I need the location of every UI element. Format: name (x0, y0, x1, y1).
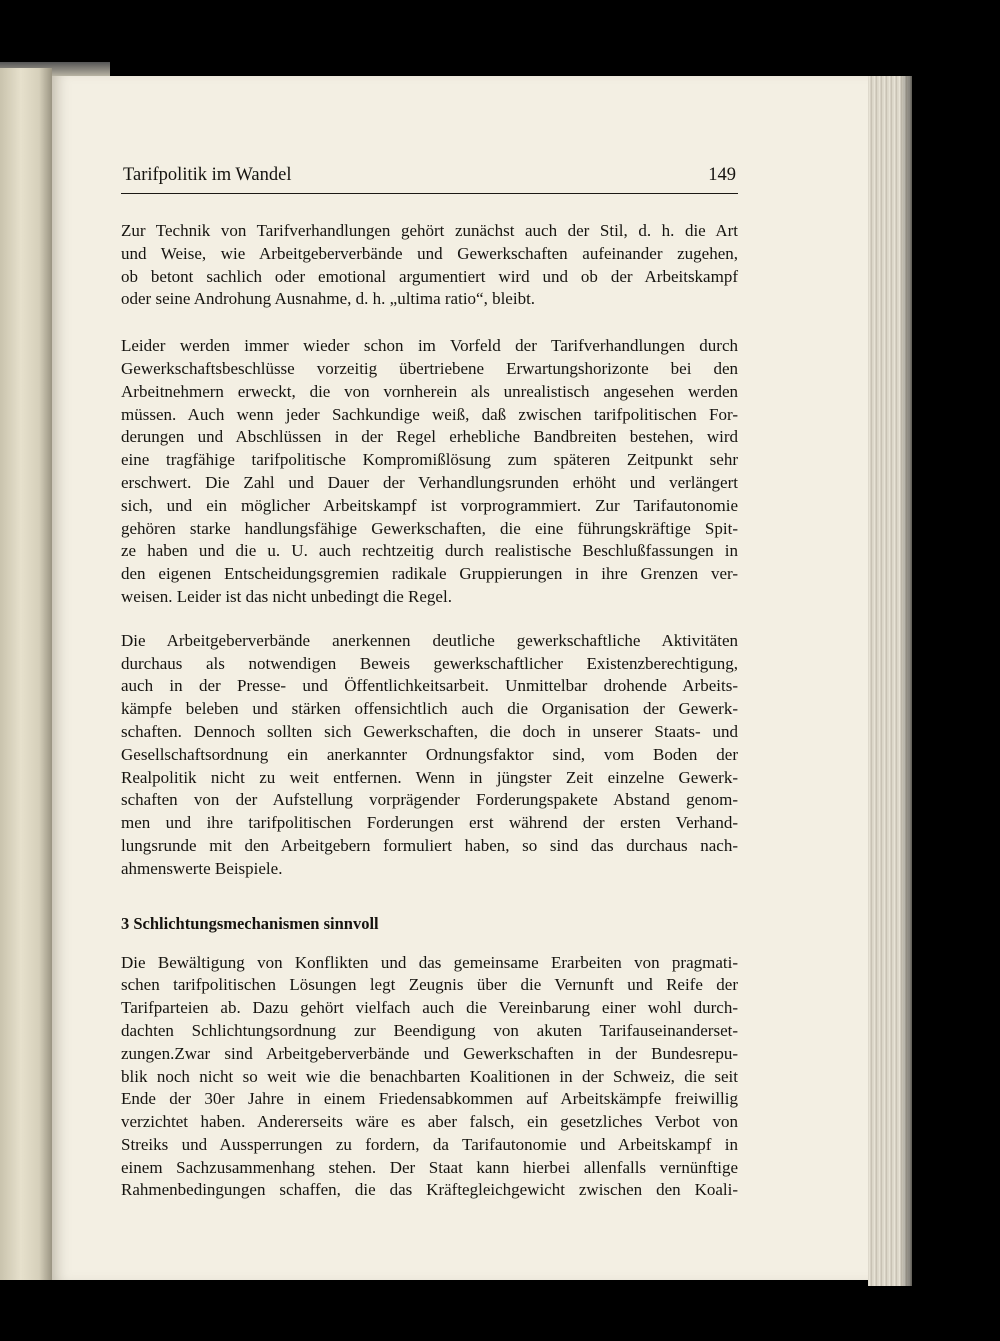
text-line: derungen und Abschlüssen in der Regel erhebliche Bandbreiten bestehen, wird (121, 427, 738, 447)
text-line: auch in der Presse- und Öffentlichkeitsarbeit. Unmittelbar drohende Arbeits- (121, 676, 738, 696)
text-line: einem Sachzusammenhang stehen. Der Staat kann hierbei allenfalls vernünftige (121, 1157, 738, 1177)
text-line: Gewerkschaftsbeschlüsse vorzeitig übertriebene Erwartungshorizonte bei den (121, 358, 738, 378)
section-heading: 3 Schlichtungsmechanismen sinnvoll (121, 913, 379, 933)
text-line: Die Bewältigung von Konflikten und das gemeinsame Erarbeiten von pragmati- (121, 952, 738, 972)
text-line: Tarifparteien ab. Dazu gehört vielfach auch die Vereinbarung einer wohl durch- (121, 998, 738, 1018)
text-line: ze haben und die u. U. auch rechtzeitig durch realistische Beschlußfassungen in (121, 541, 738, 561)
left-page-edge (0, 68, 52, 1280)
text-line: Realpolitik nicht zu weit entfernen. Wenn in jüngster Zeit einzelne Gewerk- (121, 767, 738, 787)
paragraph (121, 220, 738, 311)
text-line: dachten Schlichtungsordnung zur Beendigung von akuten Tarifauseinanderset- (121, 1020, 738, 1040)
section-paragraph (121, 952, 738, 1203)
page-number: 149 (708, 165, 736, 185)
paragraph (121, 335, 738, 609)
body-text (121, 220, 738, 1202)
text-line: oder seine Androhung Ausnahme, d. h. „ultima ratio“, bleibt. (121, 289, 536, 309)
text-line: müssen. Auch wenn jeder Sachkundige weiß, daß zwischen tarifpolitischen For- (121, 404, 738, 424)
text-line: eine tragfähige tarifpolitische Kompromißlösung zum späteren Zeitpunkt sehr (121, 450, 738, 470)
text-line: den eigenen Entscheidungsgremien radikale Gruppierungen in ihre Grenzen ver- (121, 564, 738, 584)
text-line: Leider werden immer wieder schon im Vorfeld der Tarifverhandlungen durch (121, 336, 738, 356)
text-line: schen tarifpolitischen Lösungen legt Zeugnis über die Vernunft und Reife der (121, 975, 738, 995)
text-line: verzichtet haben. Andererseits wäre es aber falsch, ein gesetzliches Verbot von (121, 1112, 738, 1132)
text-line: schaften von der Aufstellung vorprägender Forderungspakete Abstand genom- (121, 790, 738, 810)
text-line: blik noch nicht so weit wie die benachbarten Koalitionen in der Schweiz, die seit (121, 1066, 738, 1086)
paragraph (121, 630, 738, 881)
text-line: durchaus als notwendigen Beweis gewerkschaftlicher Existenzberechtigung, (121, 653, 738, 673)
text-line: und Weise, wie Arbeitgeberverbände und Gewerkschaften aufeinander zugehen, (121, 243, 738, 263)
text-line: schaften. Dennoch sollten sich Gewerkschaften, die doch in unserer Staats- und (121, 721, 738, 741)
text-line: ahmenswerte Beispiele. (121, 858, 283, 878)
running-header (121, 164, 738, 194)
text-line: Zur Technik von Tarifverhandlungen gehört zunächst auch der Stil, d. h. die Art (121, 221, 738, 240)
text-line: weisen. Leider ist das nicht unbedingt die Regel. (121, 586, 452, 606)
text-line: Die Arbeitgeberverbände anerkennen deutliche gewerkschaftliche Aktivitäten (121, 630, 738, 650)
page-content (121, 164, 738, 1202)
text-line: erschwert. Die Zahl und Dauer der Verhandlungsrunden erhöht und verlängert (121, 472, 738, 492)
text-line: gehören starke handlungsfähige Gewerkschaften, die eine führungskräftige Spit- (121, 518, 738, 538)
text-line: Gesellschaftsordnung ein anerkannter Ordnungsfaktor sind, vom Boden der (121, 744, 738, 764)
text-line: ob betont sachlich oder emotional argumentiert wird und ob der Arbeitskampf (121, 266, 738, 286)
text-line: sich, und ein möglicher Arbeitskampf ist vorprogrammiert. Zur Tarifautonomie (121, 495, 738, 515)
text-line: Streiks und Aussperrungen zu fordern, da Tarifautonomie und Arbeitskampf in (121, 1134, 738, 1154)
text-line: men und ihre tarifpolitischen Forderungen erst während der ersten Verhand- (121, 813, 738, 833)
text-line: lungsrunde mit den Arbeitgebern formuliert haben, so sind das durchaus nach- (121, 835, 738, 855)
page-stack-shadow (900, 76, 914, 1286)
text-line: zungen.Zwar sind Arbeitgeberverbände und Gewerkschaften in der Bundesrepu- (121, 1043, 738, 1063)
text-line: Rahmenbedingungen schaffen, die das Kräftegleichgewicht zwischen den Koali- (121, 1180, 738, 1200)
text-line: kämpfe beleben und stärken offensichtlich auch die Organisation der Gewerk- (121, 699, 738, 719)
text-line: Ende der 30er Jahre in einem Friedensabkommen auf Arbeitskämpfe freiwillig (121, 1089, 738, 1109)
text-line: Arbeitnehmern erweckt, die von vornherein als unrealistisch angesehen werden (121, 381, 738, 401)
running-title: Tarifpolitik im Wandel (123, 165, 292, 185)
